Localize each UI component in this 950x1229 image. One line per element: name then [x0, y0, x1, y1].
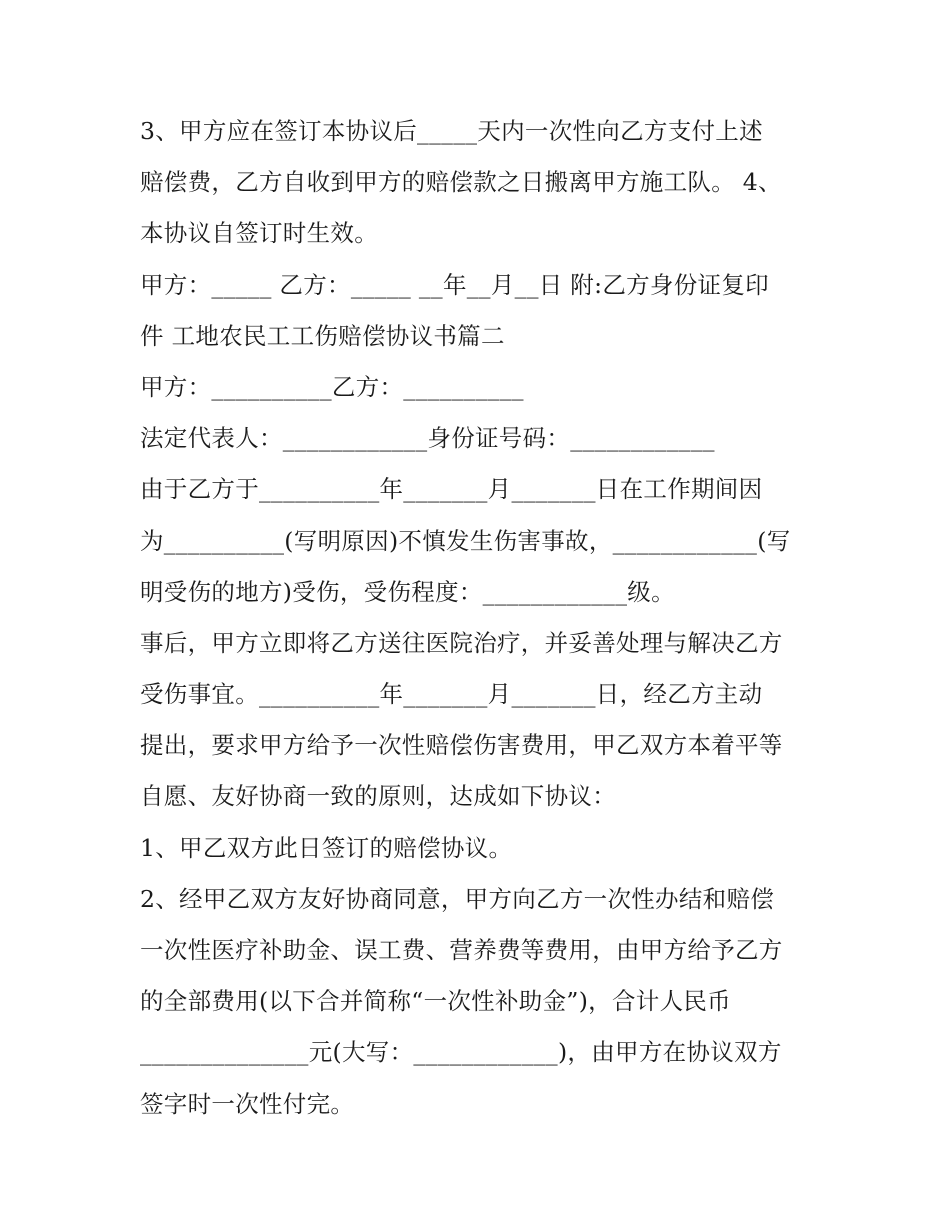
text-line: 甲方：_____ 乙方：_____ __年__月__日 附:乙方身份证复印 [140, 270, 769, 299]
text-line: 本协议自签订时生效。 [140, 219, 378, 248]
text-line: 3、甲方应在签订本协议后_____天内一次性向乙方支付上述 [140, 117, 763, 145]
text-line: 受伤事宜。__________年_______月_______日，经乙方主动 [140, 680, 763, 709]
text-line: 签字时一次性付完。 [140, 1089, 355, 1118]
text-line: 赔偿费，乙方自收到甲方的赔偿款之日搬离甲方施工队。 4、 [140, 168, 782, 197]
text-line: 1、甲乙双方此日签订的赔偿协议。 [140, 833, 513, 862]
text-line: 提出，要求甲方给予一次性赔偿伤害费用，甲乙双方本着平等 [140, 731, 783, 760]
text-line: 甲方：__________乙方：__________ [140, 372, 524, 401]
text-line: 由于乙方于__________年_______月_______日在工作期间因 [140, 475, 763, 504]
text-line: 事后，甲方立即将乙方送往医院治疗，并妥善处理与解决乙方 [140, 628, 783, 657]
text-line: 为__________(写明原因)不慎发生伤害事故，____________(写 [140, 526, 791, 555]
text-line: 明受伤的地方)受伤，受伤程度：____________级。 [140, 577, 675, 606]
document-body [140, 106, 830, 1130]
text-line: 2、经甲乙双方友好协商同意，甲方向乙方一次性办结和赔偿 [140, 884, 775, 913]
text-line: 件 工地农民工工伤赔偿协议书篇二 [140, 321, 505, 350]
text-line: 自愿、友好协商一致的原则，达成如下协议： [140, 782, 616, 811]
text-line: 法定代表人：____________身份证号码：____________ [140, 424, 715, 453]
text-line: ______________元(大写：____________)，由甲方在协议双方 [140, 1038, 782, 1067]
text-line: 一次性医疗补助金、误工费、营养费等费用，由甲方给予乙方 [140, 936, 783, 964]
text-line: 的全部费用(以下合并简称“一次性补助金”)，合计人民币 [140, 987, 731, 1016]
